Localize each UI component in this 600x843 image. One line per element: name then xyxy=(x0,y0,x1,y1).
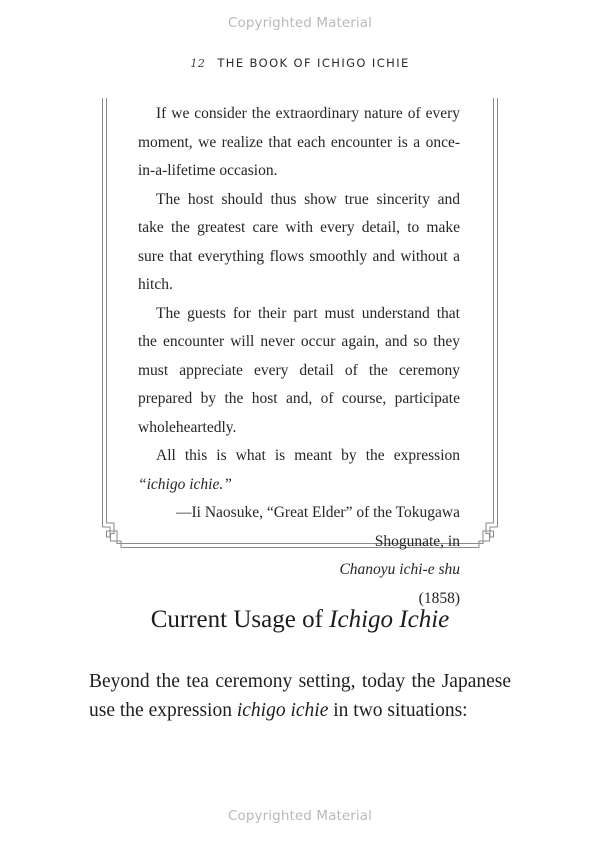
section-heading-text: Current Usage of xyxy=(150,606,330,633)
quote-paragraph-4 xyxy=(138,442,460,499)
copyright-watermark-top: Copyrighted Material xyxy=(228,15,372,31)
copyright-watermark-bottom: Copyrighted Material xyxy=(228,808,372,824)
body-paragraph-1 xyxy=(89,667,511,725)
book-title: THE BOOK OF ICHIGO ICHIE xyxy=(217,56,410,70)
body-paragraph xyxy=(89,667,511,725)
page-number: 12 xyxy=(190,57,206,70)
section-heading-italic: Ichigo Ichie xyxy=(329,606,450,633)
attribution-year: (1858) xyxy=(418,589,460,607)
quote-paragraph-2: The host should thus show true sincerity and take the greatest care with every detail, to make sure that everything flows smoothly and without a hitch. xyxy=(138,190,460,293)
section-heading xyxy=(0,606,600,634)
quote-p4-italic: “ichigo ichie.” xyxy=(138,475,232,493)
quote-paragraph-1: If we consider the extraordinary nature of every moment, we realize that each encounter is a once-in-a-lifetime occasion. xyxy=(138,105,460,179)
attribution-work-title: Chanoyu ichi-e shu xyxy=(339,561,460,578)
quote-paragraph-3: The guests for their part must understand that the encounter will never occur again, and so they must appreciate every detail of the ceremony prepared by the host and, of course, participate wholeheartedly. xyxy=(138,304,460,436)
attribution-prefix: Shogunate, in xyxy=(374,532,460,550)
body-text-suffix: in two situations: xyxy=(328,700,468,721)
body-text-italic: ichigo ichie xyxy=(236,700,329,721)
attribution-line-2 xyxy=(138,528,460,614)
epigraph-quote xyxy=(138,100,460,613)
attribution-line-1: —Ii Naosuke, “Great Elder” of the Tokugawa xyxy=(176,504,460,521)
quote-p4-text: All this is what is meant by the expression xyxy=(156,447,460,464)
body-text-prefix: Beyond the tea ceremony setting, today the Japanese use the expression xyxy=(89,671,511,721)
quote-attribution xyxy=(138,499,460,613)
